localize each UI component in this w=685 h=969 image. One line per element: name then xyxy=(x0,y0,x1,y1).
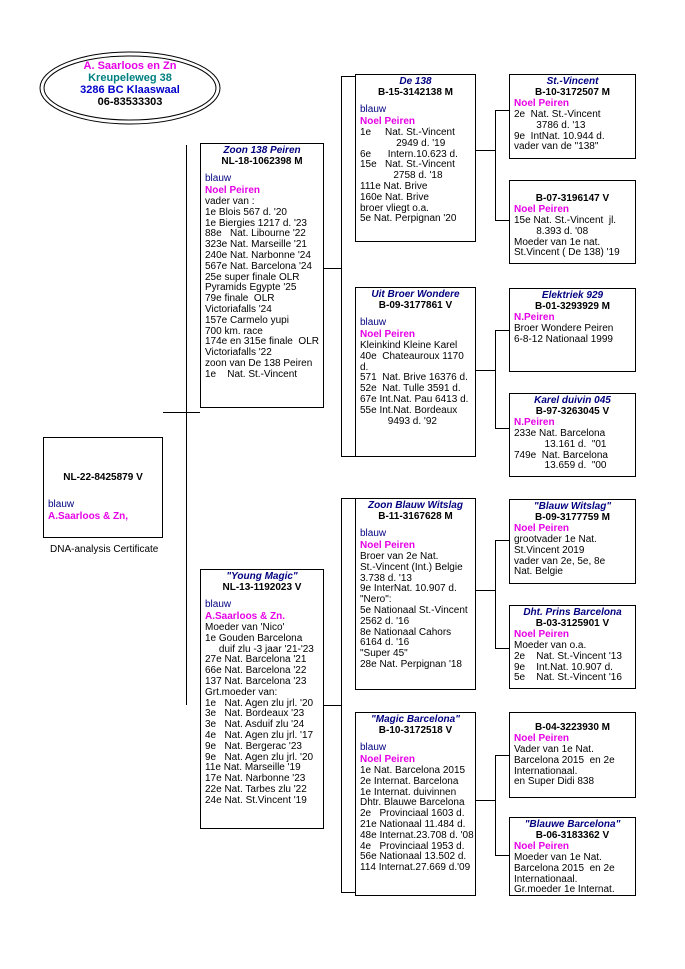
note-line: en Super Didi 838 xyxy=(514,776,595,788)
great-grandparent-card-3 xyxy=(509,288,636,372)
ggp7-ring: B-04-3223930 M xyxy=(534,722,611,733)
ggp3-notes xyxy=(514,324,631,346)
ggp1-notes xyxy=(514,110,631,153)
gp2-color: blauw xyxy=(360,317,387,328)
note-line: 2e Provinciaal 1603 d. xyxy=(360,808,465,820)
note-line: 567e Nat. Barcelona '24 xyxy=(205,260,312,272)
ggp2-owner: Noel Peiren xyxy=(514,204,570,215)
note-line: 4e Provinciaal 1953 d. xyxy=(360,840,465,852)
great-grandparent-card-4 xyxy=(509,393,636,477)
great-grandparent-card-5 xyxy=(509,499,636,584)
note-line: vader van 2e, 5e, 8e xyxy=(514,555,606,567)
connector-line xyxy=(476,590,495,591)
ggp4-notes xyxy=(514,429,631,472)
note-line: 571 Nat. Brive 16376 d. xyxy=(360,372,468,384)
gp4-name: "Magic Barcelona" xyxy=(371,714,460,725)
note-line: 21e Nationaal 11.484 d. xyxy=(360,818,466,830)
note-line: 174e en 315e finale OLR xyxy=(205,336,319,348)
note-line: vader van : xyxy=(205,196,255,207)
note-line: 1e Blois 567 d. '20 xyxy=(205,206,287,218)
dam-notes xyxy=(205,623,319,807)
gp1-notes xyxy=(360,128,471,225)
header-phone: 06-83533303 xyxy=(97,96,163,108)
grandparent-card-3 xyxy=(355,498,476,690)
note-line: Broer van 2e Nat. xyxy=(360,551,439,562)
connector-line xyxy=(495,330,509,331)
connector-line xyxy=(341,498,355,499)
note-line: 3e Nat. Asduif zlu '24 xyxy=(205,719,305,731)
note-line: 3.738 d. '13 xyxy=(360,572,412,584)
ggp4-ring: B-97-3263045 V xyxy=(535,406,610,417)
note-line: duif zlu -3 jaar '21-'23 xyxy=(205,643,314,655)
ggp8-owner: Noel Peiren xyxy=(514,841,570,852)
note-line: 114 Internat.27.669 d.'09 xyxy=(360,862,471,874)
note-line: 52e Nat. Tulle 3591 d. xyxy=(360,383,461,395)
note-line: 6e Intern.10.623 d. xyxy=(360,148,458,160)
note-line: Moeder van o.a. xyxy=(514,640,587,651)
connector-line xyxy=(495,755,496,855)
connector-line xyxy=(476,150,495,151)
note-line: 11e Nat. Marseille '19 xyxy=(205,762,301,774)
note-line: 3786 d. '13 xyxy=(514,119,586,131)
great-grandparent-card-2 xyxy=(509,180,636,264)
note-line: zoon van De 138 Peiren xyxy=(205,357,313,369)
dam-name: "Young Magic" xyxy=(226,571,298,582)
connector-line xyxy=(341,76,355,77)
gp3-name: Zoon Blauw Witslag xyxy=(368,500,463,511)
note-line: 8.393 d. '08 xyxy=(514,225,589,237)
note-line: 2562 d. '16 xyxy=(360,615,410,627)
grandparent-card-1 xyxy=(355,74,476,242)
note-line: Barcelona 2015 en 2e xyxy=(514,754,615,766)
note-line: 160e Nat. Brive xyxy=(360,191,429,203)
note-line: Moeder van 1e Nat. xyxy=(514,852,602,863)
note-line: grootvader 1e Nat. xyxy=(514,534,597,545)
ggp2-name xyxy=(514,182,631,193)
connector-line xyxy=(341,498,342,893)
note-line: 27e Nat. Barcelona '21 xyxy=(205,654,307,666)
ggp2-notes xyxy=(514,216,631,259)
ggp6-owner: Noel Peiren xyxy=(514,629,570,640)
sire-ring: NL-18-1062398 M xyxy=(221,156,303,167)
ggp8-ring: B-06-3183362 V xyxy=(535,830,610,841)
note-line: 9e Nat. Bergerac '23 xyxy=(205,740,302,752)
note-line: 9493 d. '92 xyxy=(360,415,437,427)
ggp1-name: St.-Vincent xyxy=(546,76,599,87)
header-owner: A. Saarloos en Zn xyxy=(83,60,177,72)
note-line: 13.161 d. "01 xyxy=(514,438,607,450)
note-line: 1e Nat. St.-Vincent xyxy=(360,127,455,138)
note-line: 1e Nat. St.-Vincent xyxy=(205,368,298,380)
header-block xyxy=(38,60,222,108)
note-line: 28e Nat. Perpignan '18 xyxy=(360,658,462,670)
note-line: St.Vincent ( De 138) '19 xyxy=(514,247,620,259)
note-line: 17e Nat. Narbonne '23 xyxy=(205,773,306,785)
ggp1-owner: Noel Peiren xyxy=(514,98,570,109)
note-line: 2e Nat. St.-Vincent xyxy=(514,109,601,120)
note-line: 56e Nationaal 13.502 d. xyxy=(360,851,467,863)
great-grandparent-card-7 xyxy=(509,712,636,798)
ggp2-ring: B-07-3196147 V xyxy=(535,193,610,204)
connector-line xyxy=(186,412,200,413)
great-grandparent-card-6 xyxy=(509,605,636,689)
note-line: 15e Nat. St.-Vincent jl. xyxy=(514,215,617,226)
ggp6-name: Dht. Prins Barcelona xyxy=(523,607,622,618)
connector-line xyxy=(186,145,187,705)
ggp7-notes xyxy=(514,745,631,788)
note-line: 2758 d. '18 xyxy=(360,170,443,182)
note-line: 9e IntNat. 10.944 d. xyxy=(514,130,605,142)
ggp5-owner: Noel Peiren xyxy=(514,523,570,534)
connector-line xyxy=(495,855,509,856)
connector-line xyxy=(495,428,509,429)
note-line: St.Vincent 2019 xyxy=(514,544,585,556)
note-line: 2949 d. '19 xyxy=(360,137,446,149)
ggp4-owner: N.Peiren xyxy=(514,417,555,428)
note-line: 5e Nat. St.-Vincent '16 xyxy=(514,672,622,684)
connector-line xyxy=(476,370,495,371)
ggp3-ring: B-01-3293929 M xyxy=(534,301,611,312)
subject-ring: NL-22-8425879 V xyxy=(63,472,143,483)
gp1-name: De 138 xyxy=(399,76,432,87)
note-line: 323e Nat. Marseille '21 xyxy=(205,239,307,251)
note-line: 66e Nat. Barcelona '22 xyxy=(205,665,307,677)
connector-line xyxy=(495,755,509,756)
note-line: 79e finale OLR xyxy=(205,293,275,305)
ggp8-notes xyxy=(514,853,631,896)
gp1-ring: B-15-3142138 M xyxy=(377,87,454,98)
ggp5-name: "Blauw Witslag" xyxy=(533,501,612,512)
dam-card xyxy=(200,569,324,829)
sire-card xyxy=(200,143,324,408)
note-line: 157e Carmelo yupi xyxy=(205,314,289,326)
gp4-color: blauw xyxy=(360,742,387,753)
note-line: Nat. Belgie xyxy=(514,566,563,578)
sire-notes xyxy=(205,197,319,381)
ggp5-ring: B-09-3177759 M xyxy=(534,512,611,523)
ggp4-name: Karel duivin 045 xyxy=(534,395,611,406)
note-line: 9e InterNat. 10.907 d. xyxy=(360,583,457,595)
gp3-owner: Noel Peiren xyxy=(360,540,416,551)
dam-color: blauw xyxy=(205,599,232,610)
great-grandparent-card-1 xyxy=(509,74,636,159)
note-line: 24e Nat. St.Vincent '19 xyxy=(205,794,307,806)
note-line: 3e Nat. Bordeaux '23 xyxy=(205,708,305,720)
ggp3-name: Elektriek 929 xyxy=(541,290,604,301)
dna-note: DNA-analysis Certificate xyxy=(50,544,159,555)
note-line: vader van de "138" xyxy=(514,141,599,153)
note-line: Internationaal. xyxy=(514,765,578,777)
note-line: 5e Nationaal St.-Vincent xyxy=(360,604,468,616)
note-line: 8e Nationaal Cahors xyxy=(360,626,452,638)
header-city: 3286 BC Klaaswaal xyxy=(80,84,180,96)
gp3-notes xyxy=(360,552,471,671)
connector-line xyxy=(495,330,496,428)
note-line: 9e Nat. Agen zlu jrl. '20 xyxy=(205,751,314,763)
grandparent-card-2 xyxy=(355,287,476,457)
note-line: 137 Nat. Barcelona '23 xyxy=(205,675,307,687)
connector-line xyxy=(495,648,509,649)
note-line: Dhtr. Blauwe Barcelona xyxy=(360,797,465,809)
note-line: "Nero": xyxy=(360,594,392,606)
note-line: 1e Nat. Agen zlu jrl. '20 xyxy=(205,697,314,709)
note-line: Pyramids Egypte '25 xyxy=(205,282,297,294)
gp2-name: Uit Broer Wondere xyxy=(371,289,460,300)
note-line: Grt.moeder van: xyxy=(205,686,278,698)
gp4-ring: B-10-3172518 V xyxy=(378,725,453,736)
sire-owner: Noel Peiren xyxy=(205,185,261,196)
note-line: Barcelona 2015 en 2e xyxy=(514,862,615,874)
gp2-owner: Noel Peiren xyxy=(360,329,416,340)
sire-name: Zoon 138 Peiren xyxy=(223,145,301,156)
ggp5-notes xyxy=(514,535,631,578)
note-line: Vader van 1e Nat. xyxy=(514,744,594,755)
note-line: 2e Nat. St.-Vincent '13 xyxy=(514,650,622,662)
note-line: 4e Nat. Agen zlu jrl. '17 xyxy=(205,729,314,741)
ggp1-ring: B-10-3172507 M xyxy=(534,87,611,98)
note-line: 25e super finale OLR xyxy=(205,271,300,283)
ggp3-owner: N.Peiren xyxy=(514,312,555,323)
note-line: 40e Chateauroux 1170 xyxy=(360,350,464,362)
note-line: 240e Nat. Narbonne '24 xyxy=(205,249,311,261)
note-line: 1e Nat. Barcelona 2015 xyxy=(360,765,466,776)
gp2-notes xyxy=(360,341,471,427)
note-line: broer vliegt o.a. xyxy=(360,202,429,214)
note-line: Victoriafalls '24 xyxy=(205,303,272,315)
connector-line xyxy=(163,412,186,413)
note-line: 9e Int.Nat. 10.907 d. xyxy=(514,661,613,673)
note-line: St.-Vincent (Int.) Belgie xyxy=(360,561,463,573)
note-line: 48e Internat.23.708 d. '08 xyxy=(360,829,474,841)
note-line: 5e Nat. Perpignan '20 xyxy=(360,213,457,225)
note-line: Internationaal. xyxy=(514,873,578,885)
sire-color: blauw xyxy=(205,173,232,184)
note-line: 15e Nat. St.-Vincent xyxy=(360,159,455,171)
gp4-owner: Noel Peiren xyxy=(360,754,416,765)
gp3-color: blauw xyxy=(360,528,387,539)
note-line: 749e Nat. Barcelona xyxy=(514,449,608,461)
note-line: 111e Nat. Brive xyxy=(360,180,428,192)
connector-line xyxy=(341,456,355,457)
grandparent-card-4 xyxy=(355,712,476,896)
note-line: Moeder van 1e nat. xyxy=(514,236,601,248)
note-line: Gr.moeder 1e Internat. xyxy=(514,884,615,896)
ggp7-owner: Noel Peiren xyxy=(514,733,570,744)
connector-line xyxy=(476,800,495,801)
ggp7-name xyxy=(514,714,631,722)
connector-line xyxy=(495,540,509,541)
ggp8-name: "Blauwe Barcelona" xyxy=(524,819,621,830)
note-line: 1e Gouden Barcelona xyxy=(205,632,303,644)
subject-owner: A.Saarloos & Zn, xyxy=(48,511,129,522)
note-line: Kleinkind Kleine Karel xyxy=(360,340,458,351)
note-line: 6164 d. '16 xyxy=(360,637,410,649)
connector-line xyxy=(495,540,496,648)
connector-line xyxy=(324,705,341,706)
connector-line xyxy=(495,110,496,220)
note-line: d. xyxy=(360,361,369,373)
note-line: Broer Wondere Peiren xyxy=(514,323,614,334)
ggp6-notes xyxy=(514,641,631,684)
gp4-notes xyxy=(360,765,474,874)
note-line: 233e Nat. Barcelona xyxy=(514,428,606,439)
gp1-owner: Noel Peiren xyxy=(360,116,416,127)
subject-color: blauw xyxy=(48,499,75,510)
note-line: 55e Int.Nat. Bordeaux xyxy=(360,404,458,416)
note-line: "Super 45" xyxy=(360,648,408,660)
great-grandparent-card-8 xyxy=(509,817,636,896)
note-line: Victoriafalls '22 xyxy=(205,347,272,359)
note-line: Moeder van 'Nico' xyxy=(205,622,285,633)
header-street: Kreupeleweg 38 xyxy=(88,72,172,84)
note-line: 88e Nat. Libourne '22 xyxy=(205,228,306,240)
connector-line xyxy=(341,76,342,457)
gp2-ring: B-09-3177861 V xyxy=(378,300,453,311)
note-line: 67e Int.Nat. Pau 6413 d. xyxy=(360,393,469,405)
note-line: 22e Nat. Tarbes zlu '22 xyxy=(205,783,307,795)
note-line: 700 km. race xyxy=(205,325,263,337)
note-line: 2e Internat. Barcelona xyxy=(360,775,459,787)
connector-line xyxy=(341,892,355,893)
connector-line xyxy=(495,220,509,221)
connector-line xyxy=(324,268,341,269)
dam-ring: NL-13-1192023 V xyxy=(222,582,302,593)
subject-card xyxy=(43,437,163,538)
gp3-ring: B-11-3167628 M xyxy=(378,511,453,522)
ggp6-ring: B-03-3125901 V xyxy=(535,618,610,629)
note-line: 6-8-12 Nationaal 1999 xyxy=(514,333,613,345)
connector-line xyxy=(495,110,509,111)
gp1-color: blauw xyxy=(360,104,387,115)
dam-owner: A.Saarloos & Zn. xyxy=(205,611,286,622)
note-line: 1e Internat. duivinnen xyxy=(360,786,457,798)
note-line: 1e Biergies 1217 d. '23 xyxy=(205,217,307,229)
note-line: 13.659 d. "00 xyxy=(514,460,607,472)
